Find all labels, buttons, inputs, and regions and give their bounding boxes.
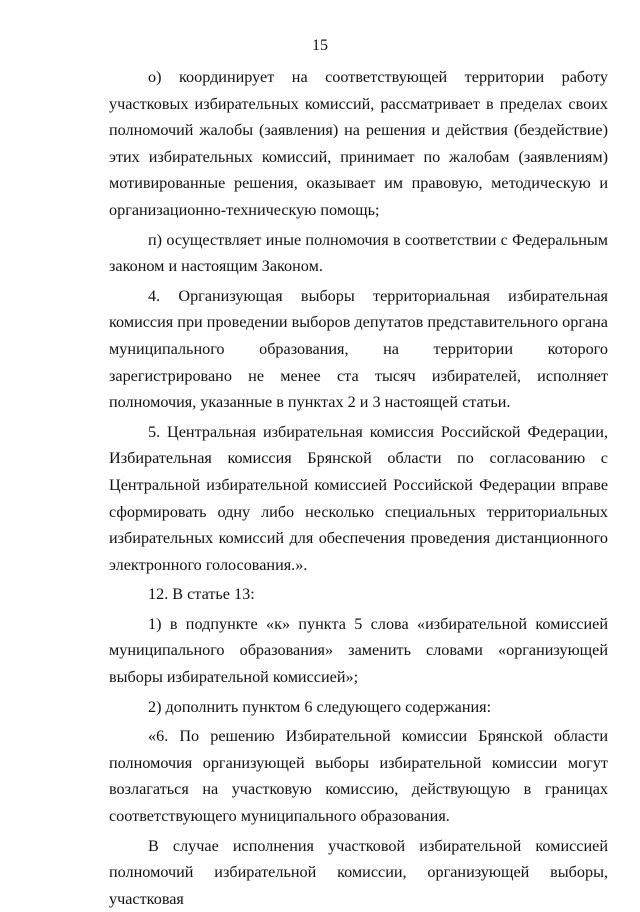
document-body <box>109 64 608 912</box>
paragraph-continuation: В случае исполнения участковой избирательной комиссией полномочий избирательной комиссии, организующей выборы, участковая <box>109 836 608 908</box>
paragraph-amendment-2: 2) дополнить пунктом 6 следующего содержания: <box>148 697 492 716</box>
paragraph-article-13-heading: 12. В статье 13: <box>148 585 255 604</box>
paragraph-new-item-6: «6. По решению Избирательной комиссии Брянской области полномочия организующей выборы избирательной комиссии могут возлагаться на участковую комиссию, действующую в границах соответствующего муниципального образования. <box>109 727 608 826</box>
paragraph-amendment-1: 1) в подпункте «к» пункта 5 слова «избирательной комиссией муниципального образования» заменить словами «организующей выборы избирательной комиссией»; <box>109 614 608 687</box>
paragraph-subitem-p: п) осуществляет иные полномочия в соответствии с Федеральным законом и настоящим Законом. <box>109 230 608 276</box>
paragraph-item-5: 5. Центральная избирательная комиссия Российской Федерации, Избирательная комиссия Брянской области по согласованию с Центральной избирательной комиссией Российской Федерации вправе сформировать одну либо несколько специальных территориальных избирательных комиссий для обеспечения проведения дистанционного электронного голосования.». <box>109 422 608 574</box>
page-number: 15 <box>312 37 328 54</box>
paragraph-item-4: 4. Организующая выборы территориальная избирательная комиссия при проведении выборов депутатов представительного органа муниципального образования, на территории которого зарегистрировано не менее ста тысяч избирателей, исполняет полномочия, указанные в пунктах 2 и 3 настоящей статьи. <box>109 286 608 412</box>
paragraph-subitem-o: о) координирует на соответствующей территории работу участковых избирательных комиссий, рассматривает в пределах своих полномочий жалобы (заявления) на решения и действия (бездействие) этих избирательных комиссий, принимает по жалобам (заявлениям) мотивированные решения, оказывает им правовую, методическую и организационно-техническую помощь; <box>109 68 608 219</box>
